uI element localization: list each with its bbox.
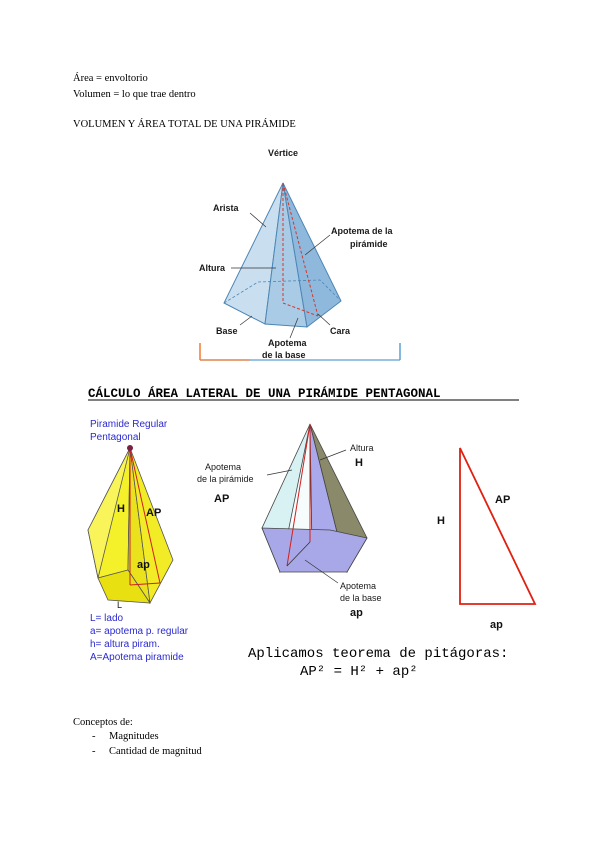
label-base: Base bbox=[216, 326, 238, 336]
bullet-cantidad-magnitud: Cantidad de magnitud bbox=[109, 746, 202, 757]
yellow-H: H bbox=[117, 503, 125, 515]
mid-apotema-base-1: Apotema bbox=[340, 581, 377, 591]
right-triangle bbox=[460, 448, 535, 604]
label-altura: Altura bbox=[199, 263, 226, 273]
pyr-title-1: Piramide Regular bbox=[90, 419, 168, 430]
formula-pythagoras: AP² = H² + ap² bbox=[300, 664, 418, 680]
tri-AP: AP bbox=[495, 494, 511, 506]
mid-altura: Altura bbox=[350, 443, 374, 453]
section-title: VOLUMEN Y ÁREA TOTAL DE UNA PIRÁMIDE bbox=[73, 119, 296, 130]
label-arista: Arista bbox=[213, 203, 239, 213]
mid-ap: ap bbox=[350, 607, 363, 619]
legend-3: h= altura piram. bbox=[90, 639, 160, 650]
yellow-ap: ap bbox=[137, 559, 150, 571]
bullet-dash-1: - bbox=[92, 731, 96, 742]
mid-apotema-base-2: de la base bbox=[340, 593, 382, 603]
pyr-title-2: Pentagonal bbox=[90, 432, 141, 443]
yellow-L: L bbox=[117, 600, 123, 610]
yellow-pyramid bbox=[88, 445, 173, 610]
label-apotema-piramide-2: pirámide bbox=[350, 239, 388, 249]
conceptos-heading: Conceptos de: bbox=[73, 717, 133, 728]
formula-intro: Aplicamos teorema de pitágoras: bbox=[248, 646, 509, 662]
label-vertice: Vértice bbox=[268, 148, 299, 158]
label-apotema-base-1: Apotema bbox=[268, 338, 307, 348]
mid-apotema-1: Apotema bbox=[205, 462, 242, 472]
legend-4: A=Apotema piramide bbox=[90, 652, 184, 663]
legend-1: L= lado bbox=[90, 613, 124, 624]
figure-heading: CÁLCULO ÁREA LATERAL DE UNA PIRÁMIDE PENTAGONAL bbox=[88, 387, 441, 401]
mid-apotema-2: de la pirámide bbox=[197, 474, 254, 484]
mid-H: H bbox=[355, 457, 363, 469]
tri-ap: ap bbox=[490, 619, 503, 631]
area-definition: Área = envoltorio bbox=[73, 73, 148, 84]
volume-definition: Volumen = lo que trae dentro bbox=[73, 89, 196, 100]
pyramid-figure-1 bbox=[199, 148, 400, 360]
tri-H: H bbox=[437, 515, 445, 527]
legend-2: a= apotema p. regular bbox=[90, 626, 189, 637]
yellow-AP: AP bbox=[146, 507, 162, 519]
label-apotema-base-2: de la base bbox=[262, 350, 306, 360]
mid-AP: AP bbox=[214, 493, 230, 505]
label-apotema-piramide-1: Apotema de la bbox=[331, 226, 393, 236]
label-cara: Cara bbox=[330, 326, 351, 336]
bullet-magnitudes: Magnitudes bbox=[109, 731, 159, 742]
bullet-dash-2: - bbox=[92, 746, 96, 757]
